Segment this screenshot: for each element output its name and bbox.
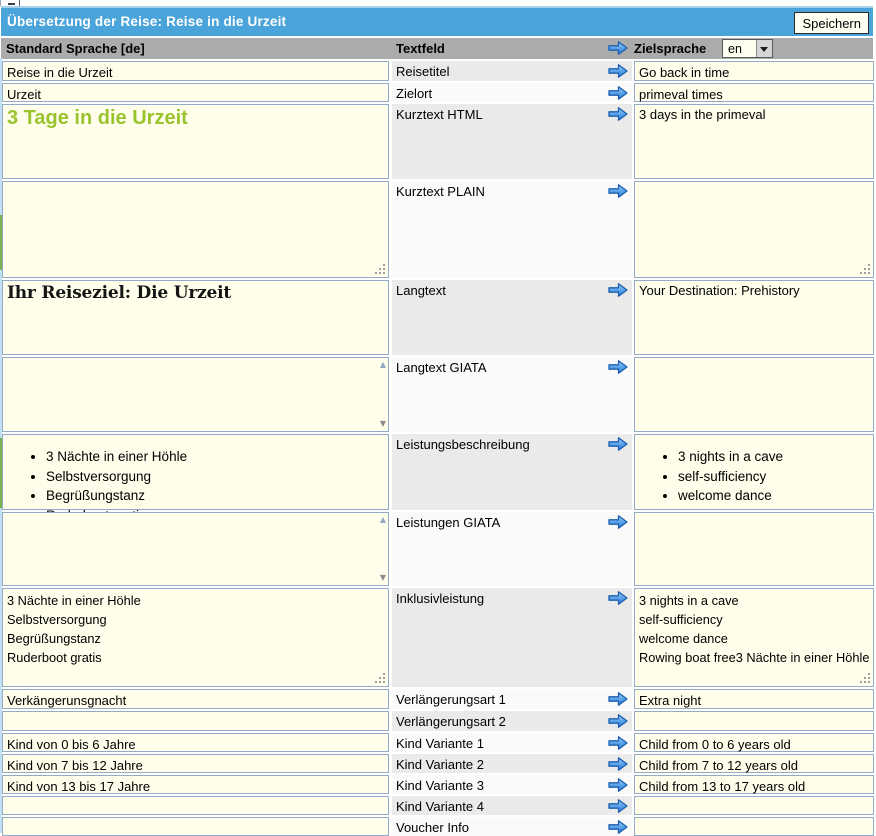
text-content: Kind von 0 bis 6 Jahre [7, 737, 136, 752]
copy-arrow-icon[interactable] [607, 590, 629, 606]
vertical-scrollbar[interactable] [373, 513, 388, 585]
text-lines [635, 589, 873, 669]
row-kind-variante-3 [0, 775, 876, 794]
row-kurztext-plain [0, 181, 876, 278]
field-cell-kind-variante-2 [392, 754, 632, 773]
field-cell-zielort [392, 83, 632, 102]
copy-arrow-icon[interactable] [607, 756, 629, 772]
text-line: Rowing boat free3 Nächte in einer Höhle [639, 650, 870, 665]
bullet-item: • Begrüßungstanz [46, 486, 388, 506]
scroll-down-icon[interactable]: ▼ [379, 419, 386, 428]
field-label: Kind Variante 2 [396, 757, 484, 772]
row-leistungen-giata [0, 512, 876, 586]
source-input-verlangerungsart-2[interactable] [2, 711, 389, 731]
vertical-scrollbar[interactable] [373, 358, 388, 431]
field-label: Inklusivleistung [396, 591, 485, 606]
bullet-item: • Selbstversorgung [46, 467, 388, 487]
resize-grip-icon[interactable] [375, 673, 386, 684]
row-reisetitel [0, 61, 876, 81]
field-label: Langtext GIATA [396, 360, 487, 375]
scroll-up-icon[interactable]: ▲ [379, 515, 386, 524]
textfield-header: Textfeld [396, 41, 445, 56]
field-label: Voucher Info [396, 820, 469, 835]
row-kind-variante-4 [0, 796, 876, 815]
bullet-item: • 3 Nächte in einer Höhle [46, 447, 388, 467]
copy-arrow-icon[interactable] [607, 282, 629, 298]
text-content: Child from 7 to 12 years old [639, 758, 798, 773]
selected-language: en [728, 42, 742, 56]
source-input-kind-variante-4[interactable] [2, 796, 389, 815]
text-content [635, 818, 873, 824]
text-content: Ihr Reiseziel: Die Urzeit [7, 283, 232, 303]
row-langtext-giata [0, 357, 876, 432]
resize-grip-icon[interactable] [860, 673, 871, 684]
resize-grip-icon[interactable] [375, 264, 386, 275]
text-line: 3 nights in a cave [639, 593, 739, 608]
target-textarea-kurztext-plain[interactable] [634, 181, 874, 278]
text-content [3, 818, 388, 824]
text-content: Extra night [639, 693, 702, 708]
title-bar [1, 6, 873, 36]
text-content [635, 513, 873, 517]
source-input-kind-variante-2[interactable] [2, 754, 389, 773]
target-input-zielort[interactable] [634, 83, 874, 102]
bullet-list [662, 447, 873, 506]
field-label: Kurztext HTML [396, 107, 483, 122]
target-language-select[interactable] [722, 39, 773, 58]
text-content: primeval times [639, 87, 723, 102]
row-zielort [0, 83, 876, 102]
text-content: Reise in die Urzeit [7, 65, 113, 80]
target-language-header: Zielsprache [634, 41, 707, 56]
text-lines [3, 589, 388, 669]
source-textarea-inklusivleistung[interactable] [2, 588, 389, 687]
field-cell-kind-variante-1 [392, 733, 632, 752]
scroll-up-icon[interactable]: ▲ [379, 360, 386, 369]
clipped-text-fragment [8, 3, 15, 5]
copy-arrow-icon[interactable] [607, 713, 629, 729]
target-input-kind-variante-1[interactable] [634, 733, 874, 752]
copy-arrow-icon[interactable] [607, 183, 629, 199]
source-input-kind-variante-1[interactable] [2, 733, 389, 752]
field-cell-kind-variante-3 [392, 775, 632, 794]
field-label: Kind Variante 4 [396, 799, 484, 814]
text-line: welcome dance [639, 631, 728, 646]
field-cell-kind-variante-4 [392, 796, 632, 815]
text-content [635, 797, 873, 803]
source-input-reisetitel[interactable] [2, 61, 389, 81]
text-content: Your Destination: Prehistory [639, 283, 800, 298]
field-label: Zielort [396, 86, 433, 101]
scroll-down-icon[interactable]: ▼ [379, 573, 386, 582]
field-label: Verlängerungsart 2 [396, 714, 506, 729]
text-content: Kind von 7 bis 12 Jahre [7, 758, 143, 773]
text-line: 3 Nächte in einer Höhle [7, 593, 141, 608]
source-textarea-leistungen-giata[interactable] [2, 512, 389, 586]
target-input-reisetitel[interactable] [634, 61, 874, 81]
source-textarea-langtext-giata[interactable] [2, 357, 389, 432]
field-cell-kurztext-html [392, 104, 632, 179]
field-label: Kind Variante 1 [396, 736, 484, 751]
target-input-voucher-info[interactable] [634, 817, 874, 836]
row-kind-variante-1 [0, 733, 876, 752]
source-input-zielort[interactable] [2, 83, 389, 102]
text-content: 3 Tage in die Urzeit [7, 107, 188, 129]
copy-arrow-icon[interactable] [607, 359, 629, 375]
copy-arrow-icon[interactable] [607, 514, 629, 530]
text-content [3, 797, 388, 803]
background-image-sliver [0, 58, 2, 833]
page-title: Übersetzung der Reise: Reise in die Urzeit [7, 14, 287, 29]
field-label: Reisetitel [396, 64, 450, 79]
field-label: Langtext [396, 283, 446, 298]
text-content [3, 513, 388, 517]
field-cell-leistungen-giata [392, 512, 632, 586]
field-cell-langtext-giata [392, 357, 632, 432]
text-content [3, 358, 388, 362]
text-content [3, 712, 388, 718]
text-content: 3 days in the primeval [639, 107, 766, 122]
text-content: Urzeit [7, 87, 41, 102]
bullet-item: • welcome dance [678, 486, 873, 506]
target-textarea-langtext-giata[interactable] [634, 357, 874, 432]
copy-arrow-icon[interactable] [607, 819, 629, 835]
row-inklusivleistung [0, 588, 876, 687]
field-label: Kind Variante 3 [396, 778, 484, 793]
source-language-header: Standard Sprache [de] [6, 41, 145, 56]
field-label: Leistungen GIATA [396, 515, 501, 530]
source-input-voucher-info[interactable] [2, 817, 389, 836]
row-voucher-info [0, 817, 876, 836]
source-textarea-langtext[interactable] [2, 280, 389, 355]
target-input-verlangerungsart-2[interactable] [634, 711, 874, 731]
row-leistungsbeschreibung [0, 434, 876, 510]
target-textarea-leistungsbeschreibung[interactable] [634, 434, 874, 510]
text-line: Selbstversorgung [7, 612, 107, 627]
source-textarea-leistungsbeschreibung[interactable] [2, 434, 389, 510]
resize-grip-icon[interactable] [860, 264, 871, 275]
copy-arrow-icon[interactable] [607, 798, 629, 814]
source-input-kind-variante-3[interactable] [2, 775, 389, 794]
field-cell-leistungsbeschreibung [392, 434, 632, 510]
target-input-kind-variante-2[interactable] [634, 754, 874, 773]
bullet-item: • 3 nights in a cave [678, 447, 873, 467]
field-cell-verlangerungsart-1 [392, 689, 632, 709]
copy-arrow-icon [607, 40, 629, 56]
source-textarea-kurztext-html[interactable] [2, 104, 389, 179]
source-textarea-kurztext-plain[interactable] [2, 181, 389, 278]
field-label: Leistungsbeschreibung [396, 437, 530, 452]
target-input-verlangerungsart-1[interactable] [634, 689, 874, 709]
row-langtext [0, 280, 876, 355]
row-verlangerungsart-2 [0, 711, 876, 731]
copy-arrow-icon[interactable] [607, 691, 629, 707]
row-kind-variante-2 [0, 754, 876, 773]
target-textarea-leistungen-giata[interactable] [634, 512, 874, 586]
text-line: self-sufficiency [639, 612, 723, 627]
field-label: Kurztext PLAIN [396, 184, 485, 199]
text-content: Child from 13 to 17 years old [639, 779, 806, 794]
text-content [3, 182, 388, 186]
text-content: Kind von 13 bis 17 Jahre [7, 779, 151, 794]
copy-arrow-icon[interactable] [607, 85, 629, 101]
text-content: Child from 0 to 6 years old [639, 737, 791, 752]
target-input-kind-variante-4[interactable] [634, 796, 874, 815]
text-content [635, 712, 873, 718]
row-kurztext-html [0, 104, 876, 179]
text-line: Begrüßungstanz [7, 631, 101, 646]
target-textarea-langtext[interactable] [634, 280, 874, 355]
save-button[interactable]: Speichern [794, 12, 869, 34]
translation-rows [0, 61, 876, 836]
text-content: Verkängerunsgnacht [7, 693, 127, 708]
text-content [635, 182, 873, 186]
target-textarea-inklusivleistung[interactable] [634, 588, 874, 687]
chevron-down-icon[interactable] [756, 40, 772, 57]
target-textarea-kurztext-html[interactable] [634, 104, 874, 179]
field-cell-voucher-info [392, 817, 632, 836]
copy-arrow-icon[interactable] [607, 106, 629, 122]
text-line: Ruderboot gratis [7, 650, 102, 665]
target-input-kind-variante-3[interactable] [634, 775, 874, 794]
field-cell-reisetitel [392, 61, 632, 81]
bullet-item: • self-sufficiency [678, 467, 873, 487]
copy-arrow-icon[interactable] [607, 63, 629, 79]
copy-arrow-icon[interactable] [607, 777, 629, 793]
copy-arrow-icon[interactable] [607, 436, 629, 452]
field-cell-kurztext-plain [392, 181, 632, 278]
column-header-row [1, 38, 873, 59]
row-verlangerungsart-1 [0, 689, 876, 709]
field-cell-inklusivleistung [392, 588, 632, 687]
field-cell-langtext [392, 280, 632, 355]
text-content [635, 358, 873, 362]
source-input-verlangerungsart-1[interactable] [2, 689, 389, 709]
text-content: Go back in time [639, 65, 730, 80]
copy-arrow-icon[interactable] [607, 735, 629, 751]
field-cell-verlangerungsart-2 [392, 711, 632, 731]
field-label: Verlängerungsart 1 [396, 692, 506, 707]
